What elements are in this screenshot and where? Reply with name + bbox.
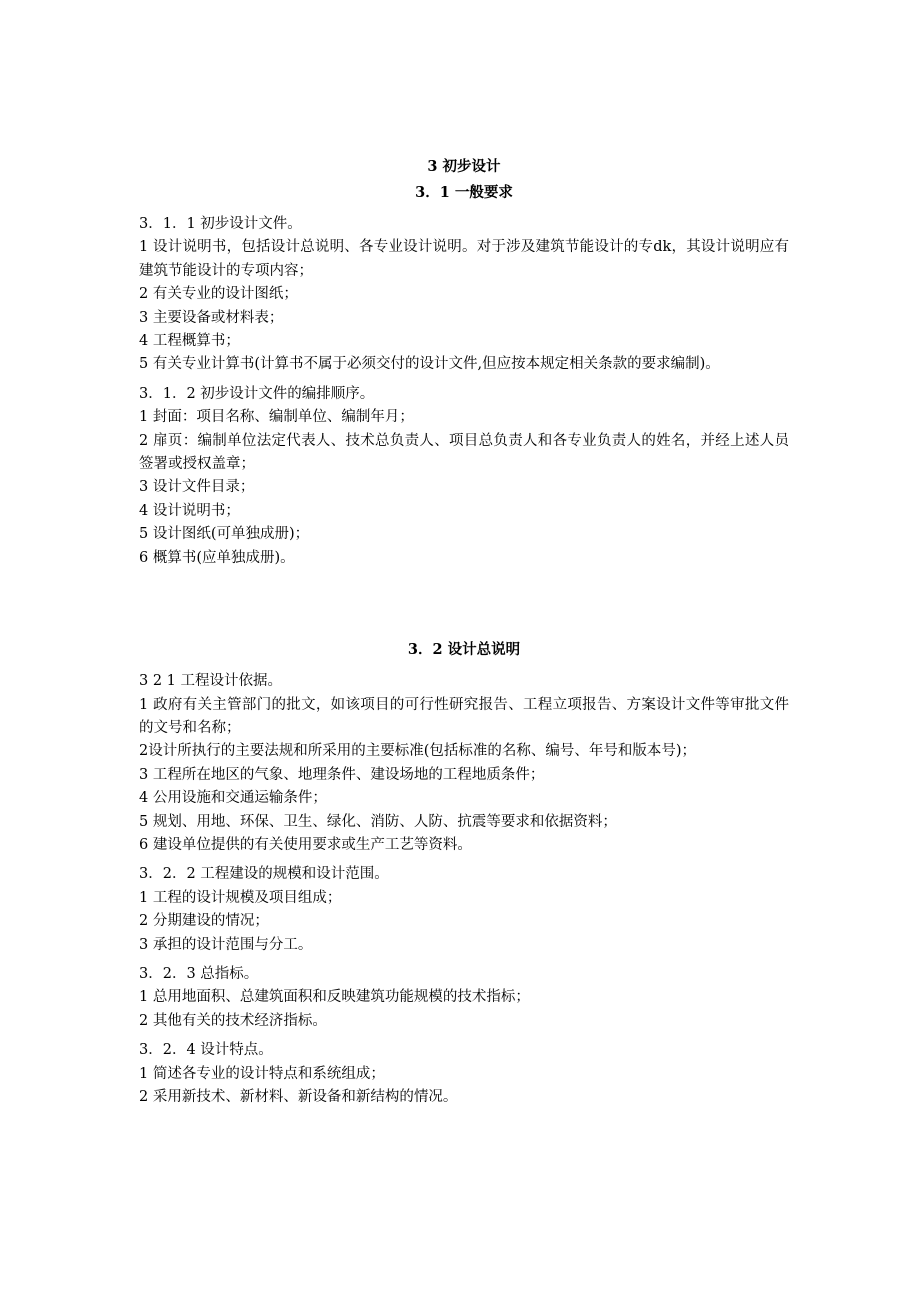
clause-item: 1 工程的设计规模及项目组成；: [139, 889, 342, 906]
clause-heading: 3．1．2 初步设计文件的编排顺序。: [139, 385, 375, 402]
clause-item: 2 采用新技术、新材料、新设备和新结构的情况。: [139, 1089, 458, 1105]
clause-item: 2 有关专业的设计图纸；: [139, 286, 298, 303]
clause-item: 6 概算书(应单独成册)。: [139, 549, 295, 566]
clause-item: 1 封面：项目名称、编制单位、编制年月；: [139, 409, 414, 426]
chapter-title: 3 初步设计: [427, 158, 501, 175]
clause-item: 2设计所执行的主要法规和所采用的主要标准(包括标准的名称、编号、年号和版本号)；: [139, 743, 697, 760]
clause-heading: 3．2．3 总指标。: [139, 965, 259, 982]
clause-item: 3 主要设备或材料表；: [139, 309, 284, 326]
clause-item: 2 其他有关的技术经济指标。: [139, 1012, 327, 1029]
clause-heading: 3．2．2 工程建设的规模和设计范围。: [139, 866, 389, 883]
clause-item: 1 总用地面积、总建筑面积和反映建筑功能规模的技术指标；: [139, 989, 530, 1006]
clause-item: 3 工程所在地区的气象、地理条件、建设场地的工程地质条件；: [139, 766, 545, 783]
clause-block: [139, 963, 789, 1033]
clause-item: 2 分期建设的情况；: [139, 913, 269, 930]
section-title: 3．2 设计总说明: [407, 641, 521, 659]
clause-item: 4 设计说明书；: [139, 502, 240, 519]
clause-item: 2 扉页：编制单位法定代表人、技术总负责人、项目总负责人和各专业负责人的姓名，并经上述人员签署或授权盖章；: [139, 432, 789, 473]
clause-item: 1 简述各专业的设计特点和系统组成；: [139, 1065, 385, 1082]
clause-item: 6 建设单位提供的有关使用要求或生产工艺等资料。: [139, 836, 472, 853]
section-spacer: [139, 576, 789, 638]
section-title: 3．1 一般要求: [415, 184, 513, 201]
clause-block: [139, 1039, 789, 1109]
clause-item: 5 有关专业计算书(计算书不属于必须交付的设计文件,但应按本规定相关条款的要求编制)。: [139, 356, 720, 373]
clause-item: 5 规划、用地、环保、卫生、绿化、消防、人防、抗震等要求和依据资料；: [139, 813, 617, 830]
clause-item: 4 公用设施和交通运输条件；: [139, 790, 327, 807]
clause-item: 3 设计文件目录；: [139, 479, 255, 496]
clause-block: [139, 863, 789, 957]
clause-item: 1 政府有关主管部门的批文，如该项目的可行性研究报告、工程立项报告、方案设计文件等审批文件的文号和名称；: [139, 696, 789, 736]
clause-item: 4 工程概算书；: [139, 333, 240, 350]
clause-item: 1 设计说明书，包括设计总说明、各专业设计说明。对于涉及建筑节能设计的专dk，其设计说明应有建筑节能设计的专项内容；: [139, 239, 789, 279]
clause-item: 3 承担的设计范围与分工。: [139, 936, 313, 953]
clause-heading: 3．1．1 初步设计文件。: [139, 216, 302, 232]
clause-heading: 3．2．4 设计特点。: [139, 1042, 273, 1059]
clause-heading: 3 2 1 工程设计依据。: [139, 673, 283, 690]
clause-block: [139, 383, 789, 570]
clause-item: 5 设计图纸(可单独成册)；: [139, 526, 310, 543]
clause-block: [139, 213, 789, 377]
clause-block: [139, 670, 789, 857]
document-body: [139, 155, 789, 1115]
